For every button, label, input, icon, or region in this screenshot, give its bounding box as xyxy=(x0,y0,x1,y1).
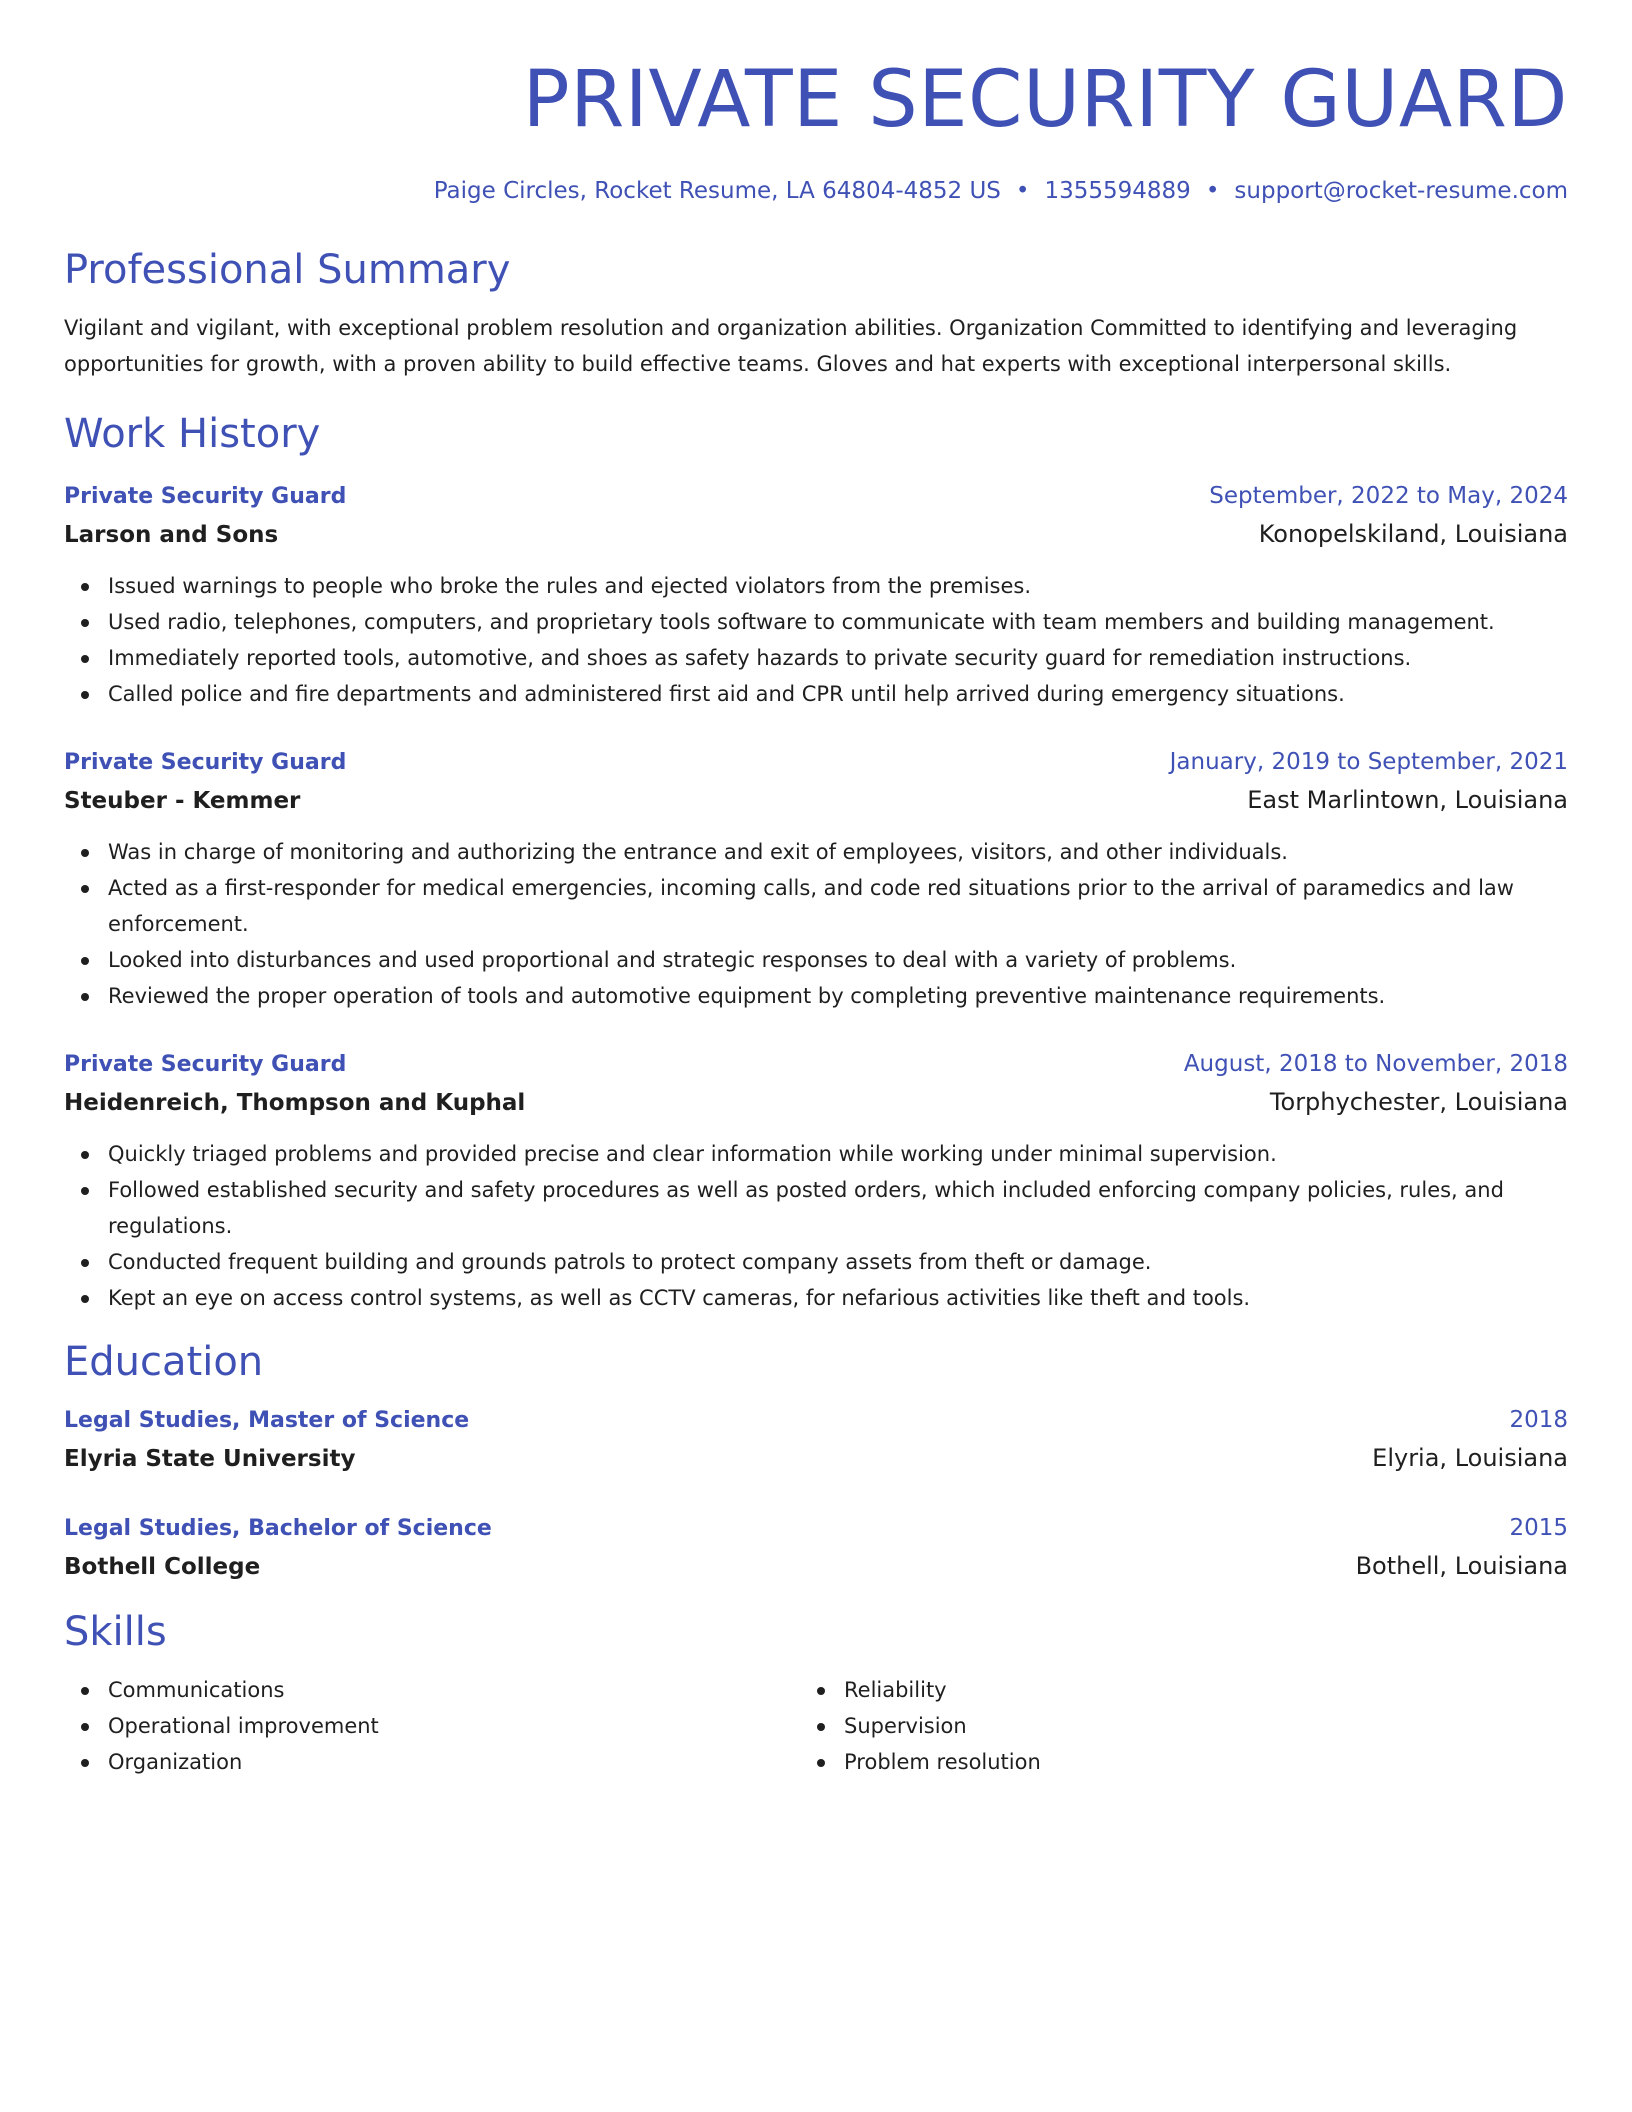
education-location: Elyria, Louisiana xyxy=(1372,1444,1568,1472)
list-item: Quickly triaged problems and provided precise and clear information while working under minimal supervision. xyxy=(108,1136,1568,1172)
job-location: Torphychester, Louisiana xyxy=(1269,1088,1568,1116)
section-title-work-history: Work History xyxy=(64,411,321,457)
job-title: Private Security Guard xyxy=(64,1052,347,1077)
job-company: Larson and Sons xyxy=(64,522,279,548)
skills-column-left xyxy=(64,1672,800,1780)
job-bullets xyxy=(64,1136,1568,1316)
education-entry xyxy=(64,1402,1568,1478)
skills-column-right xyxy=(800,1672,1536,1780)
education-year: 2015 xyxy=(1509,1515,1568,1541)
resume-header xyxy=(64,50,1568,206)
job-company: Steuber - Kemmer xyxy=(64,788,301,814)
list-item: Acted as a first-responder for medical emergencies, incoming calls, and code red situations prior to the arrival of paramedics and law enforcement. xyxy=(108,870,1568,942)
skill-item: Organization xyxy=(108,1744,800,1780)
skill-item: Problem resolution xyxy=(844,1744,1536,1780)
job-entry xyxy=(64,478,1568,712)
section-title-education: Education xyxy=(64,1339,264,1385)
job-location: Konopelskiland, Louisiana xyxy=(1258,520,1568,548)
job-entry xyxy=(64,1046,1568,1316)
skill-item: Communications xyxy=(108,1672,800,1708)
job-bullets xyxy=(64,568,1568,712)
summary-text: Vigilant and vigilant, with exceptional problem resolution and organization abilities. Organization Committed to identifying and leveraging opportunities for growth, with a proven ability to build effective teams. Gloves and hat experts with exceptional interpersonal skills. xyxy=(64,316,1518,376)
education-degree: Legal Studies, Master of Science xyxy=(64,1408,470,1433)
education-school: Elyria State University xyxy=(64,1446,356,1472)
education-degree: Legal Studies, Bachelor of Science xyxy=(64,1516,492,1541)
list-item: Conducted frequent building and grounds patrols to protect company assets from theft or damage. xyxy=(108,1244,1568,1280)
section-title-skills: Skills xyxy=(64,1609,167,1655)
job-dates: January, 2019 to September, 2021 xyxy=(1169,749,1568,775)
contact-address: Paige Circles, Rocket Resume, LA 64804-4852 US xyxy=(433,178,1001,204)
skills-grid xyxy=(64,1672,1568,1780)
education-school: Bothell College xyxy=(64,1554,261,1580)
contact-separator: • xyxy=(1205,178,1220,204)
contact-separator: • xyxy=(1015,178,1030,204)
skill-item: Operational improvement xyxy=(108,1708,800,1744)
contact-phone: 1355594889 xyxy=(1044,178,1191,204)
contact-email: support@rocket-resume.com xyxy=(1234,178,1568,204)
list-item: Followed established security and safety procedures as well as posted orders, which included enforcing company policies, rules, and regulations. xyxy=(108,1172,1568,1244)
list-item: Kept an eye on access control systems, as well as CCTV cameras, for nefarious activities like theft and tools. xyxy=(108,1280,1568,1316)
job-company: Heidenreich, Thompson and Kuphal xyxy=(64,1090,526,1116)
resume-name: PRIVATE SECURITY GUARD xyxy=(522,55,1568,145)
skill-item: Reliability xyxy=(844,1672,1536,1708)
job-entry xyxy=(64,744,1568,1014)
list-item: Was in charge of monitoring and authorizing the entrance and exit of employees, visitors, and other individuals. xyxy=(108,834,1568,870)
list-item: Used radio, telephones, computers, and proprietary tools software to communicate with team members and building management. xyxy=(108,604,1568,640)
job-bullets xyxy=(64,834,1568,1014)
job-title: Private Security Guard xyxy=(64,750,347,775)
education-entry xyxy=(64,1510,1568,1586)
skill-item: Supervision xyxy=(844,1708,1536,1744)
job-location: East Marlintown, Louisiana xyxy=(1247,786,1568,814)
list-item: Issued warnings to people who broke the rules and ejected violators from the premises. xyxy=(108,568,1568,604)
list-item: Looked into disturbances and used proportional and strategic responses to deal with a variety of problems. xyxy=(108,942,1568,978)
list-item: Reviewed the proper operation of tools and automotive equipment by completing preventive maintenance requirements. xyxy=(108,978,1568,1014)
list-item: Immediately reported tools, automotive, and shoes as safety hazards to private security guard for remediation instructions. xyxy=(108,640,1568,676)
job-dates: September, 2022 to May, 2024 xyxy=(1209,483,1568,509)
list-item: Called police and fire departments and administered first aid and CPR until help arrived during emergency situations. xyxy=(108,676,1568,712)
job-dates: August, 2018 to November, 2018 xyxy=(1183,1051,1568,1077)
education-year: 2018 xyxy=(1509,1407,1568,1433)
section-title-summary: Professional Summary xyxy=(64,247,511,293)
contact-line xyxy=(64,176,1568,206)
job-title: Private Security Guard xyxy=(64,484,347,509)
education-location: Bothell, Louisiana xyxy=(1355,1552,1568,1580)
